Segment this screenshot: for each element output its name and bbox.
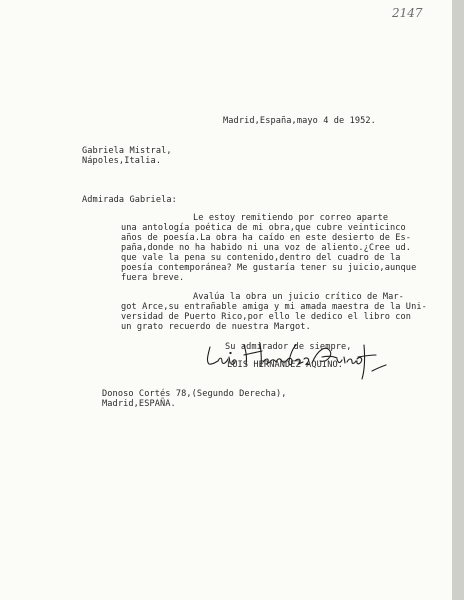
paragraph-1-line: que vale la pena su contenido,dentro del cuadro de la — [121, 253, 401, 263]
paragraph-1-line: poesía contemporánea? Me gustaría tener su juicio,aunque — [121, 263, 417, 273]
closing: Su admirador de siempre, — [225, 342, 352, 352]
paragraph-2-line: got Arce,su entrañable amiga y mi amada maestra de la Uni- — [121, 302, 427, 312]
recipient-name: Gabriela Mistral, — [82, 146, 172, 156]
sender-address-line: Donoso Cortés 78,(Segundo Derecha), — [102, 389, 287, 399]
paragraph-1-line: paña,donde no ha habido ni una voz de aliento.¿Cree ud. — [121, 243, 412, 253]
paragraph-1-line: una antología poética de mi obra,que cubre veinticinco — [121, 223, 406, 233]
page-edge — [452, 0, 464, 600]
typed-name: LUIS HERNANDEZ AQUINO. — [227, 360, 344, 370]
paragraph-1-line: Le estoy remitiendo por correo aparte — [193, 213, 389, 223]
paragraph-1-line: fuera breve. — [121, 273, 185, 283]
sender-address-line: Madrid,ESPAÑA. — [102, 399, 176, 409]
paragraph-2-line: Avalúa la obra un juicio crítico de Mar- — [193, 292, 404, 302]
paragraph-2-line: versidad de Puerto Rico,por ello le dedico el libro con — [121, 312, 412, 322]
paragraph-1-line: años de poesía.La obra ha caído en este desierto de Es- — [121, 233, 412, 243]
salutation: Admirada Gabriela: — [82, 195, 177, 205]
recipient-location: Nápoles,Italia. — [82, 156, 162, 166]
paragraph-2-line: un grato recuerdo de nuestra Margot. — [121, 322, 311, 332]
archive-number: 2147 — [392, 6, 423, 20]
date-line: Madrid,España,mayo 4 de 1952. — [223, 116, 376, 126]
